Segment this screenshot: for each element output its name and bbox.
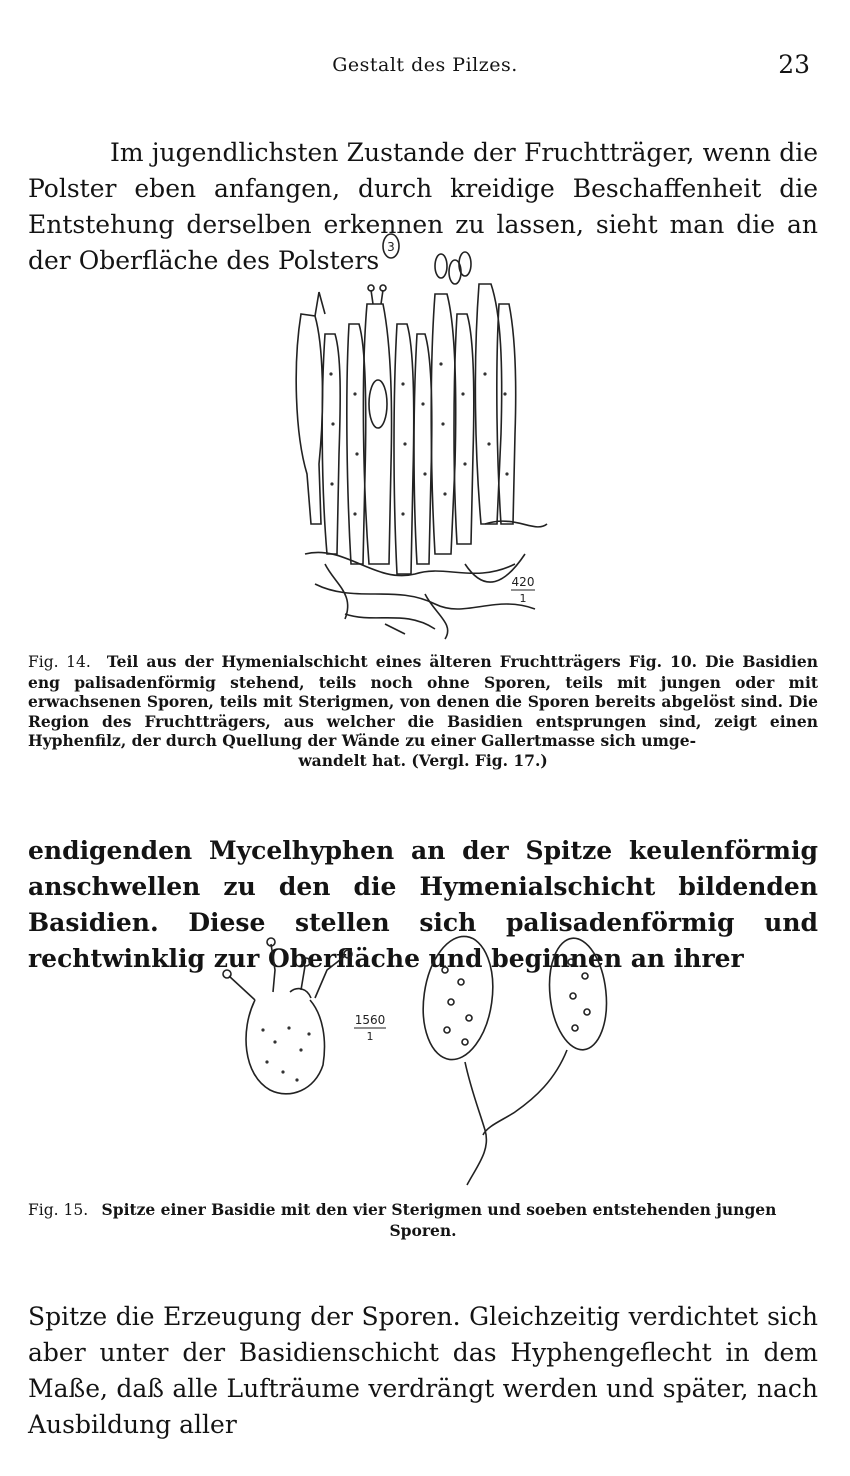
caption-text: Teil aus der Hymenialschicht eines älteren Fruchtträgers Fig. 10. Die Basidien eng palisadenförmig stehend, teils noch ohne Sporen, teils mit jungen oder mit erwachsenen Sporen, teils mit Sterigmen, von denen die Sporen bereits abgelöst sind. Die Region des Fruchtträgers, aus welcher die Basidien entsprungen sind, zeigt einen Hyphenfilz, der durch Quellung der Wände zu einer Gallertmasse sich umge- (28, 652, 818, 750)
basidium-tip (223, 938, 352, 1094)
page-header (40, 50, 810, 84)
scale-numerator: 420 (511, 575, 535, 589)
caption-label: Fig. 15. (28, 1201, 89, 1219)
basidium-dots (261, 1026, 310, 1081)
scale-denominator: 1 (519, 592, 527, 605)
caption-last-line: wandelt hat. (Vergl. Fig. 17.) (298, 750, 548, 770)
scale-denominator: 1 (366, 1030, 374, 1043)
spore-marker-label: 3 (387, 240, 395, 254)
scale-numerator: 1560 (354, 1013, 386, 1027)
figure-14-illustration (285, 224, 560, 646)
paragraph-3: Spitze die Erzeugung der Sporen. Gleichzeitig verdichtet sich aber unter der Basidienschicht das Hyphengeflecht in dem Maße, daß alle Lufträume verdrängt werden und später, nach Ausbildung aller (28, 1302, 818, 1439)
figure-14-caption (28, 652, 818, 770)
caption-text: Spitze einer Basidie mit den vier Sterigmen und soeben entstehenden jungen (101, 1200, 777, 1219)
figure-15-illustration (215, 930, 635, 1190)
paragraph-2: endigenden Mycelhyphen an der Spitze keulenförmig anschwellen zu den die Hymenialschicht bildenden Basidien. Diese stellen sich palisadenförmig und rechtwinklig zur Oberfläche und beginnen an ihrer (28, 836, 818, 973)
caption-label: Fig. 14. (28, 653, 91, 671)
basidia-palisade (296, 234, 516, 574)
running-head: Gestalt des Pilzes. (332, 54, 518, 76)
figure-15-caption (28, 1200, 818, 1240)
cell-dots (329, 362, 508, 515)
young-spore-left (416, 932, 501, 1185)
young-spore-right (483, 935, 612, 1135)
page-number: 23 (778, 50, 810, 79)
caption-last-line: Sporen. (389, 1220, 457, 1240)
paragraph-1: Im jugendlichsten Zustande der Fruchtträger, wenn die Polster eben anfangen, durch kreidige Beschaffenheit die Entstehung derselben erkennen zu lassen, sieht man die an der Oberfläche des Polsters (28, 138, 818, 275)
